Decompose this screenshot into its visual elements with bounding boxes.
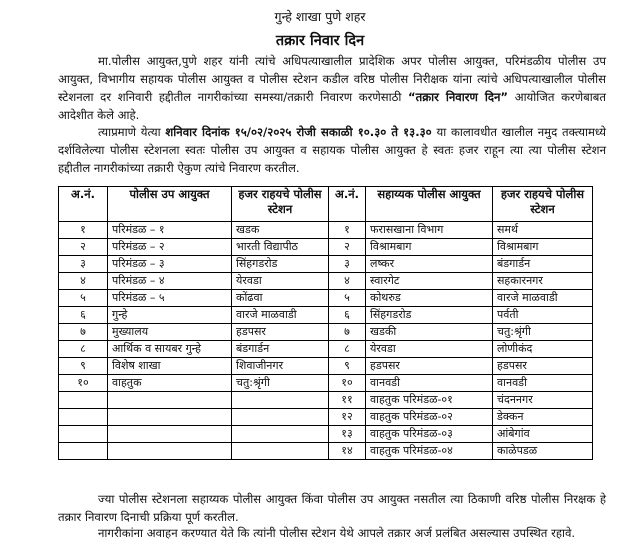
cell-serial: ८ <box>59 341 108 358</box>
cell-dcp-station: शिवाजीनगर <box>232 358 329 375</box>
cell-dcp: गुन्हे <box>108 307 232 324</box>
table-row <box>59 256 593 273</box>
cell-acp: विश्रामबाग <box>366 239 493 256</box>
cell-serial: ३ <box>59 256 108 273</box>
header-station-2: हजर राहयचे पोलीस स्टेशन <box>493 187 593 222</box>
cell-acp: खडकी <box>366 324 493 341</box>
header-serial-1: अ.नं. <box>59 187 108 222</box>
cell-acp-station: समर्थ <box>493 222 593 239</box>
cell-dcp: मुख्यालय <box>108 324 232 341</box>
cell-dcp-station <box>232 392 329 409</box>
cell-acp-station: पर्वती <box>493 307 593 324</box>
table-row <box>59 273 593 290</box>
header-serial-2: अ.नं. <box>329 187 366 222</box>
table-row <box>59 290 593 307</box>
cell-acp-station: लोणीकंद <box>493 341 593 358</box>
cell-dcp: परिमंडळ – १ <box>108 222 232 239</box>
cell-dcp-station: बंडगार्डन <box>232 341 329 358</box>
cell-acp: वाहतुक परिमंडळ-०४ <box>366 443 493 460</box>
schedule-text-a: त्याप्रमाणे येत्या <box>98 125 161 139</box>
table-row <box>59 426 593 443</box>
table-row <box>59 341 593 358</box>
cell-dcp-station <box>232 426 329 443</box>
cell-serial: २ <box>59 239 108 256</box>
cell-dcp-station: येरवडा <box>232 273 329 290</box>
header-dcp: पोलीस उप आयुक्त <box>108 187 232 222</box>
cell-acp-station: डेक्कन <box>493 409 593 426</box>
table-row <box>59 409 593 426</box>
header-acp: सहाय्यक पोलीस आयुक्त <box>366 187 493 222</box>
cell-serial <box>59 392 108 409</box>
cell-acp-station: सहकारनगर <box>493 273 593 290</box>
schedule-paragraph <box>58 123 606 177</box>
cell-acp: लष्कर <box>366 256 493 273</box>
cell-acp-station: विश्रामबाग <box>493 239 593 256</box>
cell-serial: ८ <box>329 341 366 358</box>
cell-serial: ४ <box>329 273 366 290</box>
cell-dcp: परिमंडळ – ३ <box>108 256 232 273</box>
cell-dcp-station: हडपसर <box>232 324 329 341</box>
document-title: तक्रार निवार दिन <box>275 33 365 49</box>
cell-acp: वाहतुक परिमंडळ-०२ <box>366 409 493 426</box>
cell-serial: ९ <box>59 358 108 375</box>
cell-serial: १० <box>329 375 366 392</box>
cell-dcp-station: वारजे माळवाडी <box>232 307 329 324</box>
cell-serial: ७ <box>59 324 108 341</box>
cell-serial: ७ <box>329 324 366 341</box>
cell-dcp: परिमंडळ – ५ <box>108 290 232 307</box>
cell-acp-station: वानवडी <box>493 375 593 392</box>
table-row <box>59 358 593 375</box>
table-body <box>59 222 593 460</box>
cell-acp-station: आंबेगांव <box>493 426 593 443</box>
cell-acp: वाहतुक परिमंडळ-०१ <box>366 392 493 409</box>
cell-dcp-station: खडक <box>232 222 329 239</box>
closing-paragraph <box>58 490 606 526</box>
table-row <box>59 324 593 341</box>
cell-dcp: विशेष शाखा <box>108 358 232 375</box>
intro-highlight: “तक्रार निवारण दिन” <box>407 90 509 104</box>
cell-serial <box>59 443 108 460</box>
cell-dcp: वाहतुक <box>108 375 232 392</box>
table-row <box>59 307 593 324</box>
cell-serial: १ <box>59 222 108 239</box>
cell-dcp-station: चतु:श्रृंगी <box>232 375 329 392</box>
cell-serial: १० <box>59 375 108 392</box>
intro-text-b: आयोजित करणेबाबत आदेशीत केले आहे. <box>58 90 607 122</box>
document-org-header: गुन्हे शाखा पुणे शहर <box>274 9 366 24</box>
cell-serial: १३ <box>329 426 366 443</box>
cell-serial: १२ <box>329 409 366 426</box>
cell-serial <box>59 426 108 443</box>
cell-serial: १ <box>329 222 366 239</box>
cell-acp-station: बंडगार्डन <box>493 256 593 273</box>
cell-dcp-station <box>232 443 329 460</box>
table-row <box>59 443 593 460</box>
cell-serial: ३ <box>329 256 366 273</box>
intro-text-a: मा.पोलीस आयुक्त,पुणे शहर यांनी त्यांचे अधिपत्याखालील प्रादेशिक अपर पोलीस आयुक्त, परिमंडळीय पोलीस उप आयुक्त, विभागीय सहायक पोलीस आयुक्त व पोलीस स्टेशन कडील वरिष्ठ पोलीस निरीक्षक यांना त्यांचे अधिपत्याखालील पोलीस स्टेशनला दर शनिवारी हद्दीतील नागरीकांच्या समस्या/तक्रारी निवारण करणेसाठी <box>58 54 606 104</box>
cell-dcp-station: कोंढवा <box>232 290 329 307</box>
cell-acp: वानवडी <box>366 375 493 392</box>
cell-dcp <box>108 392 232 409</box>
intro-paragraph <box>58 52 606 124</box>
table-row <box>59 222 593 239</box>
cell-serial: ५ <box>59 290 108 307</box>
station-schedule-table <box>58 186 593 460</box>
cell-dcp-station: भारती विद्यापीठ <box>232 239 329 256</box>
header-station-1: हजर राहयचे पोलीस स्टेशन <box>232 187 329 222</box>
table-row <box>59 239 593 256</box>
cell-dcp <box>108 443 232 460</box>
schedule-text-b: या कालावधीत खालील नमुद तक्त्यामध्ये दर्शविलेल्या पोलीस स्टेशनला स्वतः पोलीस उप आयुक्त व सहायक पोलीस आयुक्त हे स्वतः हजर राहून त्या त्या पोलीस स्टेशन हद्दीतील नागरीकांच्या तक्रारी ऐकुण त्यांचे निवारण करतील. <box>58 125 606 175</box>
cell-acp: स्वारगेट <box>366 273 493 290</box>
cell-serial: ६ <box>329 307 366 324</box>
cell-dcp: आर्थिक व सायबर गुन्हे <box>108 341 232 358</box>
cell-acp: येरवडा <box>366 341 493 358</box>
cell-serial: ४ <box>59 273 108 290</box>
cell-dcp-station: सिंहगडरोड <box>232 256 329 273</box>
cell-acp-station: चतु:श्रृंगी <box>493 324 593 341</box>
cell-serial: ५ <box>329 290 366 307</box>
cell-dcp <box>108 426 232 443</box>
cell-acp-station: काळेपडळ <box>493 443 593 460</box>
closing-text: ज्या पोलीस स्टेशनला सहाय्यक पोलीस आयुक्त किंवा पोलीस उप आयुक्त नसतील त्या ठिकाणी वरिष्ठ पोलीस निरक्षक हे तक्रार निवारण दिनाची प्रक्रिया पूर्ण करतील. <box>58 492 606 524</box>
schedule-date-highlight: शनिवार दिनांक १५/०२/२०२५ रोजी सकाळी १०.३० ते १३.३० <box>165 125 432 139</box>
cell-acp: हडपसर <box>366 358 493 375</box>
cell-serial: ११ <box>329 392 366 409</box>
cell-acp: सिंहगडरोड <box>366 307 493 324</box>
table-row <box>59 392 593 409</box>
table-header-row <box>59 187 593 222</box>
cell-dcp: परिमंडळ – २ <box>108 239 232 256</box>
cell-acp: कोथरुड <box>366 290 493 307</box>
cell-acp-station: चंदननगर <box>493 392 593 409</box>
cell-serial: २ <box>329 239 366 256</box>
cell-serial: ६ <box>59 307 108 324</box>
table-row <box>59 375 593 392</box>
cell-acp: वाहतुक परिमंडळ-०३ <box>366 426 493 443</box>
cell-dcp <box>108 409 232 426</box>
cell-dcp: परिमंडळ – ४ <box>108 273 232 290</box>
appeal-paragraph <box>58 524 606 542</box>
cell-acp-station: हडपसर <box>493 358 593 375</box>
cell-serial: ९ <box>329 358 366 375</box>
cell-serial <box>59 409 108 426</box>
appeal-text: नागरीकांना अवाहन करण्यात येते कि त्यांनी पोलीस स्टेशन येथे आपले तक्रार अर्ज प्रलंबित असल्यास उपस्थित रहावे. <box>98 526 576 540</box>
cell-serial: १४ <box>329 443 366 460</box>
cell-acp-station: वारजे माळवाडी <box>493 290 593 307</box>
cell-acp: फरासखाना विभाग <box>366 222 493 239</box>
cell-dcp-station <box>232 409 329 426</box>
